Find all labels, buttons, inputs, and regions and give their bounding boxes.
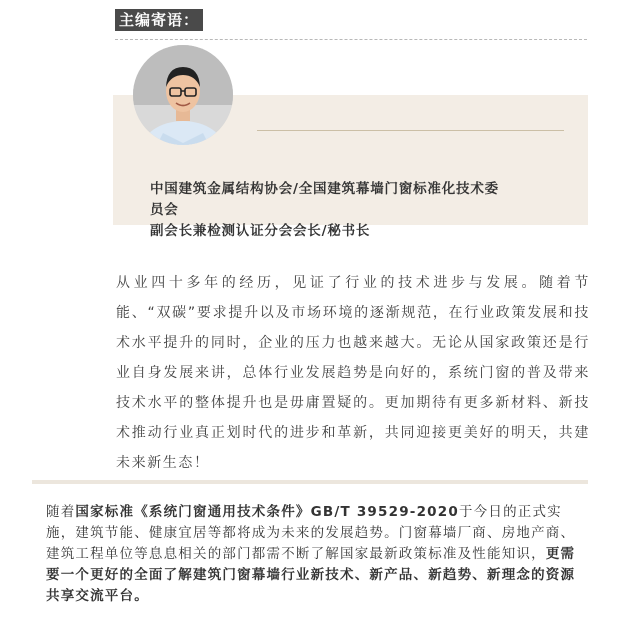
standard-name: 国家标准《系统门窗通用技术条件》GB/T 39529-2020	[75, 504, 459, 520]
org-name-cont: 员会	[150, 202, 179, 218]
intro-text-1: 随着	[46, 504, 76, 520]
platform-highlight: 更需要一个更好的全面了解建筑门窗幕墙行业新技术、新产品、新趋势、新理念的资源共享交流平台。	[46, 546, 576, 604]
portrait-image	[133, 45, 233, 145]
avatar	[133, 45, 233, 145]
editor-message: 从业四十多年的经历，见证了行业的技术进步与发展。随着节能、“双碳”要求提升以及市场环境的逐渐规范，在行业政策发展和技术水平提升的同时，企业的压力也越来越大。无论从国家政策还是行业自身发展来讲，总体行业发展趋势是向好的，系统门窗的普及带来技术水平的整体提升也是毋庸置疑的。更加期待有更多新材料、新技术推动行业真正划时代的进步和革新，共同迎接更美好的明天，共建未来新生态！	[116, 275, 590, 471]
section-divider	[32, 480, 588, 484]
intro-text-2: 于今日的正式实施，建筑节能、健康宜居等都将成为未来的发展趋势。门窗幕墙厂商、房地产商、建筑工程单位等息息相关的部门都需不断了解国家最新政策标准及性能知识，	[46, 504, 576, 562]
dashed-divider	[115, 39, 587, 40]
card-divider	[257, 130, 564, 131]
section-title: 主编寄语：	[115, 9, 203, 31]
role-title: 副会长兼检测认证分会会长/秘书长	[150, 223, 371, 239]
org-name: 中国建筑金属结构协会/全国建筑幕墙门窗标准化技术委	[150, 181, 499, 197]
intro-paragraph	[46, 502, 576, 607]
